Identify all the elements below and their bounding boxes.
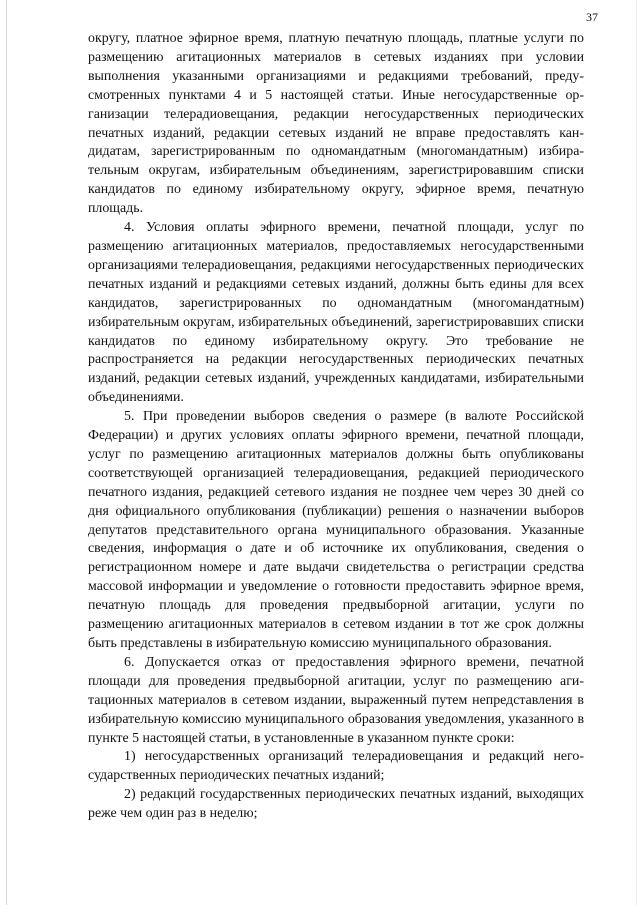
body-text <box>88 30 584 824</box>
subitem-1: 1) негосударственных организаций телерадиовещания и редакций негосударственных периодических печатных изданий; <box>88 749 584 784</box>
subitem-2: 2) редакций государственных периодических печатных изданий, выходящих реже чем один раз в неделю; <box>88 787 584 822</box>
paragraph-item-4: 4. Условия оплаты эфирного времени, печатной площади, услуг по размещению агитационных материалов, предоставляемых негосударственными организациями телерадиовещания, редакциями негосударственных периодических печатных изданий и редакциями сетевых изданий, должны быть едины для всех кандидатов, зарегистрированных по одномандатным (многомандатным) избирательным округам, избирательных объединений, зарегистрировавших списки кандидатов по единому избирательному округу. Это требование не распространяется на редакции негосударственных периодических печатных изданий, редакции сетевых изданий, учрежденных кандидатами, избирательными объединениями. <box>88 220 584 406</box>
paragraph-item-5: 5. При проведении выборов сведения о размере (в валюте Российской Федерации) и других условиях оплаты эфирного времени, печатной площади, услуг по размещению агитационных материалов должны быть опубликованы соответствующей организацией телерадиовещания, редакцией периодического печатного издания, редакцией сетевого издания не позднее чем через 30 дней со дня официального опубликования (публикации) решения о назначении выборов депутатов представительного органа муниципального образования. Указанные сведения, информация о дате и об источнике их опубликования, сведения о регистрационном номере и дате выдачи свидетельства о регистрации средства массовой информации и уведомление о готовности предоставить эфирное время, печатную площадь для проведения предвыборной агитации, услуги по размещению агитационных материалов в сетевом издании в тот же срок должны быть представлены в избирательную комиссию муниципального образования. <box>88 409 584 651</box>
page-number: 37 <box>586 10 598 24</box>
scan-edge-right <box>636 0 637 905</box>
paragraph-item-6: 6. Допускается отказ от предоставления эфирного времени, печатной площади для проведения предвыборной агитации, услуг по размещению агитационных материалов в сетевом издании, выраженный путем непредставления в избирательную комиссию муниципального образования уведомления, указанного в пункте 5 настоящей статьи, в установленные в указанном пункте сроки: <box>88 654 584 746</box>
paragraph-continuation: округу, платное эфирное время, платную печатную площадь, платные услуги по размещению агитационных материалов в сетевых изданиях при условии выполнения указанными организациями и редакциями требований, предусмотренных пунктами 4 и 5 настоящей статьи. Иные негосударственные организации телерадиовещания, редакции негосударственных периодических печатных изданий, редакции сетевых изданий не вправе предоставлять кандидатам, зарегистрированным по одномандатным (многомандатным) избирательным округам, избирательным объединениям, зарегистрировавшим списки кандидатов по единому избирательному округу, эфирное время, печатную площадь. <box>88 31 584 217</box>
scan-edge-left <box>6 0 7 905</box>
